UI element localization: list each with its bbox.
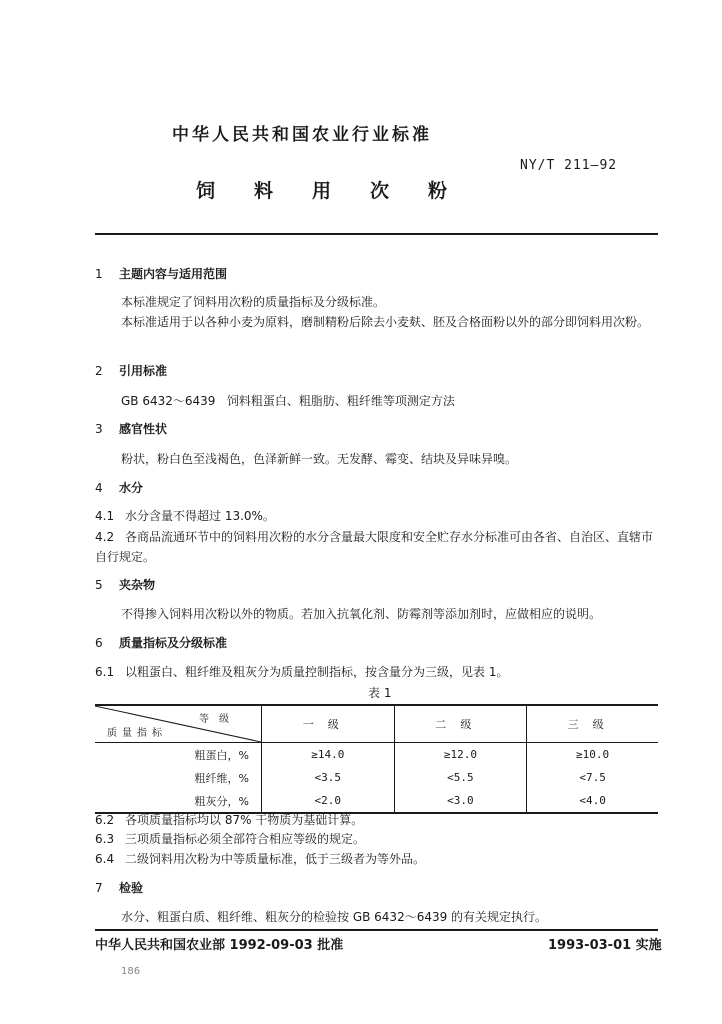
clause-text: 各项质量指标均以 87% 干物质为基础计算。 [125, 813, 364, 827]
corner-grade-label: 等级 [199, 714, 239, 725]
standard-number: NY/T 211—92 [520, 158, 618, 173]
section-5-heading [95, 576, 155, 593]
table-cell: <7.5 [527, 766, 658, 789]
section-number: 1 [95, 267, 103, 281]
grade-header-1: 一级 [262, 705, 395, 743]
table-cell: ≥12.0 [394, 743, 527, 767]
document-title: 饲料用次粉 [196, 180, 487, 202]
table-cell: ≥14.0 [262, 743, 395, 767]
section-2-heading [95, 362, 167, 379]
section-7-paragraph: 水分、粗蛋白质、粗纤维、粗灰分的检验按 GB 6432～6439 的有关规定执行。 [121, 910, 548, 924]
section-3-paragraph: 粉状，粉白色至浅褐色，色泽新鲜一致。无发酵、霉变、结块及异味异嗅。 [121, 452, 518, 466]
grade-header-3: 三级 [527, 705, 658, 743]
table-row [95, 743, 658, 767]
section-1-paragraph-2: 本标准适用于以各种小麦为原料，磨制精粉后除去小麦麸、胚及合格面粉以外的部分即饲料用次粉。 [121, 315, 650, 329]
section-3-heading [95, 420, 167, 437]
clause-6-3 [95, 830, 365, 847]
clause-6-2 [95, 811, 363, 828]
section-1-heading [95, 265, 227, 282]
table-header-row [95, 705, 658, 743]
effective-date: 1993-03-01 实施 [548, 938, 662, 953]
section-title: 质量指标及分级标准 [119, 636, 228, 650]
reference-code: GB 6432～6439 [121, 394, 216, 408]
section-1-paragraph-1: 本标准规定了饲料用次粉的质量指标及分级标准。 [121, 295, 386, 309]
section-number: 7 [95, 881, 103, 895]
quality-grade-table [95, 704, 658, 814]
table-cell: ≥10.0 [527, 743, 658, 767]
table-cell: <5.5 [394, 766, 527, 789]
clause-number: 4.1 [95, 509, 115, 523]
section-title: 感官性状 [119, 422, 168, 436]
table-caption: 表 1 [368, 686, 392, 700]
grade-header-2: 二级 [394, 705, 527, 743]
reference-title: 饲料粗蛋白、粗脂肪、粗纤维等项测定方法 [226, 394, 455, 408]
table-cell: <4.0 [527, 789, 658, 813]
reference-standard [121, 392, 455, 409]
clause-number: 4.2 [95, 530, 115, 544]
row-label: 粗蛋白，% [95, 743, 262, 767]
section-title: 检验 [119, 881, 144, 895]
section-title: 水分 [119, 481, 144, 495]
table-cell: <3.0 [394, 789, 527, 813]
clause-text: 各商品流通环节中的饲料用次粉的水分含量最大限度和安全贮存水分标准可由各省、自治区、直辖市自行规定。 [95, 530, 654, 564]
table-row [95, 766, 658, 789]
section-number: 4 [95, 481, 103, 495]
approval-notice: 中华人民共和国农业部 1992-09-03 批准 [95, 938, 344, 953]
table-row [95, 789, 658, 813]
table-cell: <3.5 [262, 766, 395, 789]
row-label: 粗灰分，% [95, 789, 262, 813]
section-title: 夹杂物 [119, 578, 156, 592]
clause-text: 二级饲料用次粉为中等质量标准，低于三级者为等外品。 [125, 852, 426, 866]
clause-number: 6.1 [95, 665, 115, 679]
section-7-heading [95, 879, 143, 896]
clause-number: 6.3 [95, 832, 115, 846]
clause-number: 6.2 [95, 813, 115, 827]
row-label: 粗纤维，% [95, 766, 262, 789]
clause-text: 三项质量指标必须全部符合相应等级的规定。 [125, 832, 366, 846]
table-corner-cell [95, 705, 262, 743]
section-6-heading [95, 634, 227, 651]
clause-6-4 [95, 850, 425, 867]
table-cell: <2.0 [262, 789, 395, 813]
section-number: 6 [95, 636, 103, 650]
clause-text: 以粗蛋白、粗纤维及粗灰分为质量控制指标，按含量分为三级，见表 1。 [125, 665, 509, 679]
section-number: 5 [95, 578, 103, 592]
section-title: 主题内容与适用范围 [119, 267, 228, 281]
section-number: 3 [95, 422, 103, 436]
section-5-paragraph: 不得掺入饲料用次粉以外的物质。若加入抗氧化剂、防霉剂等添加剂时，应做相应的说明。 [121, 607, 602, 621]
standard-category-title: 中华人民共和国农业行业标准 [172, 125, 432, 145]
header-divider [95, 233, 658, 235]
footer-divider [95, 929, 658, 931]
page-number: 186 [121, 966, 141, 977]
clause-6-1 [95, 663, 508, 680]
clause-number: 6.4 [95, 852, 115, 866]
section-number: 2 [95, 364, 103, 378]
clause-4-1 [95, 507, 275, 524]
corner-indicator-label: 质量指标 [107, 728, 167, 739]
section-4-heading [95, 479, 143, 496]
section-title: 引用标准 [119, 364, 168, 378]
clause-4-2 [95, 527, 658, 567]
clause-text: 水分含量不得超过 13.0%。 [125, 509, 275, 523]
